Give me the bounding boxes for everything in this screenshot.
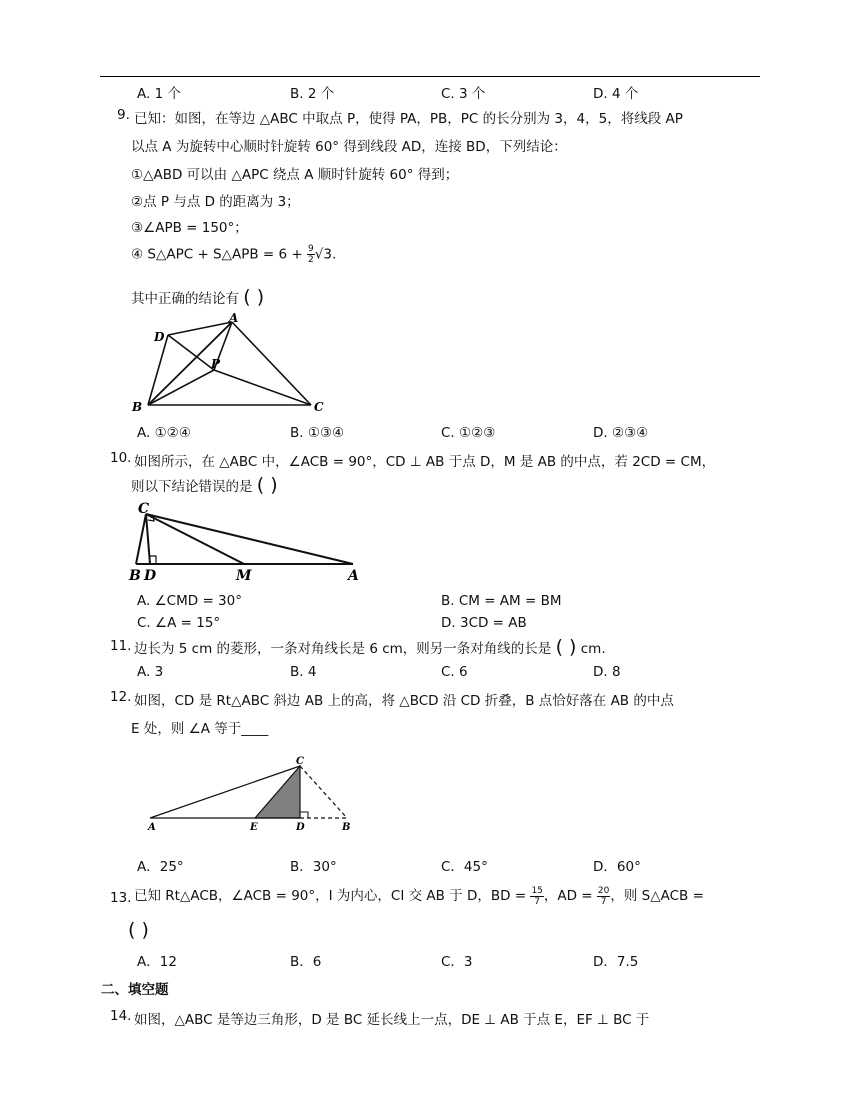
label-a: A — [148, 822, 156, 833]
label-m: M — [236, 568, 252, 584]
prompt-text: 则以下结论错误的是 — [131, 479, 253, 495]
option-b[interactable]: B. ①③④ — [290, 425, 345, 441]
header-rule — [100, 76, 760, 77]
label-d: D — [154, 330, 165, 344]
option-d[interactable]: D. 4 个 — [593, 86, 639, 102]
answer-blank[interactable]: ( ) — [243, 286, 265, 308]
option-c[interactable]: C. ∠A = 15° — [137, 615, 221, 631]
label-p: P — [211, 357, 221, 371]
option-b[interactable]: B. CM = AM = BM — [441, 593, 562, 609]
option-d[interactable]: D. 3CD = AB — [441, 615, 527, 631]
unit-text: cm. — [580, 641, 606, 657]
label-b: B — [129, 568, 141, 584]
option-c[interactable]: C．3 — [441, 954, 473, 970]
question-text-line2 — [131, 474, 278, 496]
option-a[interactable]: A. 1 个 — [137, 86, 181, 102]
question-number: 9. — [117, 107, 130, 123]
label-d: D — [296, 822, 305, 833]
question-text-line2: E 处，则 ∠A 等于____ — [131, 721, 269, 737]
option-d[interactable]: D. ②③④ — [593, 425, 649, 441]
question-text-line1 — [134, 884, 704, 907]
fraction-numerator: 15 — [531, 885, 543, 896]
option-b[interactable]: B. 4 — [290, 664, 317, 680]
option-c[interactable]: C．45° — [441, 859, 488, 875]
question-number: 14. — [110, 1008, 132, 1024]
label-a: A — [229, 312, 239, 325]
fraction-numerator: 20 — [597, 885, 610, 896]
question-text-line1: 如图，CD 是 Rt△ABC 斜边 AB 上的高，将 △BCD 沿 CD 折叠，B 点恰好落在 AB 的中点 — [134, 693, 674, 709]
question-text-line1: 如图，△ABC 是等边三角形，D 是 BC 延长线上一点，DE ⊥ AB 于点 E，EF ⊥ BC 于 — [134, 1012, 650, 1028]
question-number: 11. — [110, 638, 132, 654]
option-d[interactable]: D．60° — [593, 859, 641, 875]
label-b: B — [342, 822, 351, 833]
option-b[interactable]: B．30° — [290, 859, 337, 875]
option-b[interactable]: B. 2 个 — [290, 86, 335, 102]
section-heading: 二、填空题 — [101, 982, 169, 998]
label-e: E — [250, 822, 258, 833]
fraction-denominator: 2 — [308, 255, 314, 265]
conclusion-1: ①△ABD 可以由 △APC 绕点 A 顺时针旋转 60° 得到； — [131, 167, 459, 183]
option-c[interactable]: C. 6 — [441, 664, 468, 680]
question-text-line1: 如图所示，在 △ABC 中，∠ACB = 90°，CD ⊥ AB 于点 D，M 是 AB 的中点，若 2CD = CM， — [134, 454, 716, 470]
prompt-text: 其中正确的结论有 — [131, 291, 239, 307]
label-c: C — [314, 400, 324, 414]
fraction-bd — [530, 886, 543, 907]
fraction-denominator: 7 — [600, 896, 607, 907]
question-text-line1 — [134, 636, 606, 658]
label-a: A — [348, 568, 359, 584]
prompt-text-c: ，则 S△ACB = — [610, 888, 704, 904]
label-b: B — [132, 400, 143, 414]
question-number: 10. — [110, 450, 132, 466]
label-d: D — [144, 568, 157, 584]
option-c[interactable]: C. 3 个 — [441, 86, 486, 102]
fraction-ad — [597, 886, 610, 907]
option-d[interactable]: D. 8 — [593, 664, 621, 680]
option-d[interactable]: D．7.5 — [593, 954, 639, 970]
q9-figure — [128, 312, 338, 416]
option-a[interactable]: A. 3 — [137, 664, 164, 680]
q12-figure — [140, 752, 365, 834]
option-a[interactable]: A．25° — [137, 859, 184, 875]
conclusion-2: ②点 P 与点 D 的距离为 3； — [131, 194, 300, 210]
fraction-9-2 — [307, 244, 315, 265]
prompt-text: 边长为 5 cm 的菱形，一条对角线长是 6 cm，则另一条对角线的长是 — [134, 641, 552, 657]
question-prompt — [131, 286, 264, 308]
answer-blank[interactable]: ( ) — [555, 636, 577, 658]
option-a[interactable]: A. ①②④ — [137, 425, 191, 441]
label-c: C — [138, 501, 150, 517]
answer-blank[interactable]: ( ) — [256, 474, 278, 496]
q10-figure — [126, 498, 366, 586]
option-a[interactable]: A．12 — [137, 954, 177, 970]
option-b[interactable]: B．6 — [290, 954, 322, 970]
fraction-numerator: 9 — [308, 244, 314, 254]
prompt-text-a: 已知 Rt△ACB，∠ACB = 90°，I 为内心，CI 交 AB 于 D，BD = — [134, 888, 527, 904]
question-number: 13. — [110, 890, 132, 906]
question-text-line2: 以点 A 为旋转中心顺时针旋转 60° 得到线段 AD，连接 BD，下列结论： — [131, 139, 567, 155]
sqrt-term: √3. — [314, 246, 337, 263]
question-text-line1: 已知：如图，在等边 △ABC 中取点 P，使得 PA，PB，PC 的长分别为 3，4，5，将线段 AP — [134, 111, 683, 127]
question-number: 12. — [110, 689, 132, 705]
conclusion-4-expression: ④ S△APC + S△APB = 6 + — [131, 246, 303, 263]
answer-blank[interactable]: ( ) — [128, 919, 149, 941]
option-c[interactable]: C. ①②③ — [441, 425, 496, 441]
prompt-text-b: ，AD = — [543, 888, 593, 904]
conclusion-3: ③∠APB = 150°； — [131, 220, 248, 236]
label-c: C — [296, 756, 304, 767]
option-a[interactable]: A. ∠CMD = 30° — [137, 593, 242, 609]
conclusion-4 — [131, 244, 336, 265]
fraction-denominator: 7 — [534, 896, 541, 907]
